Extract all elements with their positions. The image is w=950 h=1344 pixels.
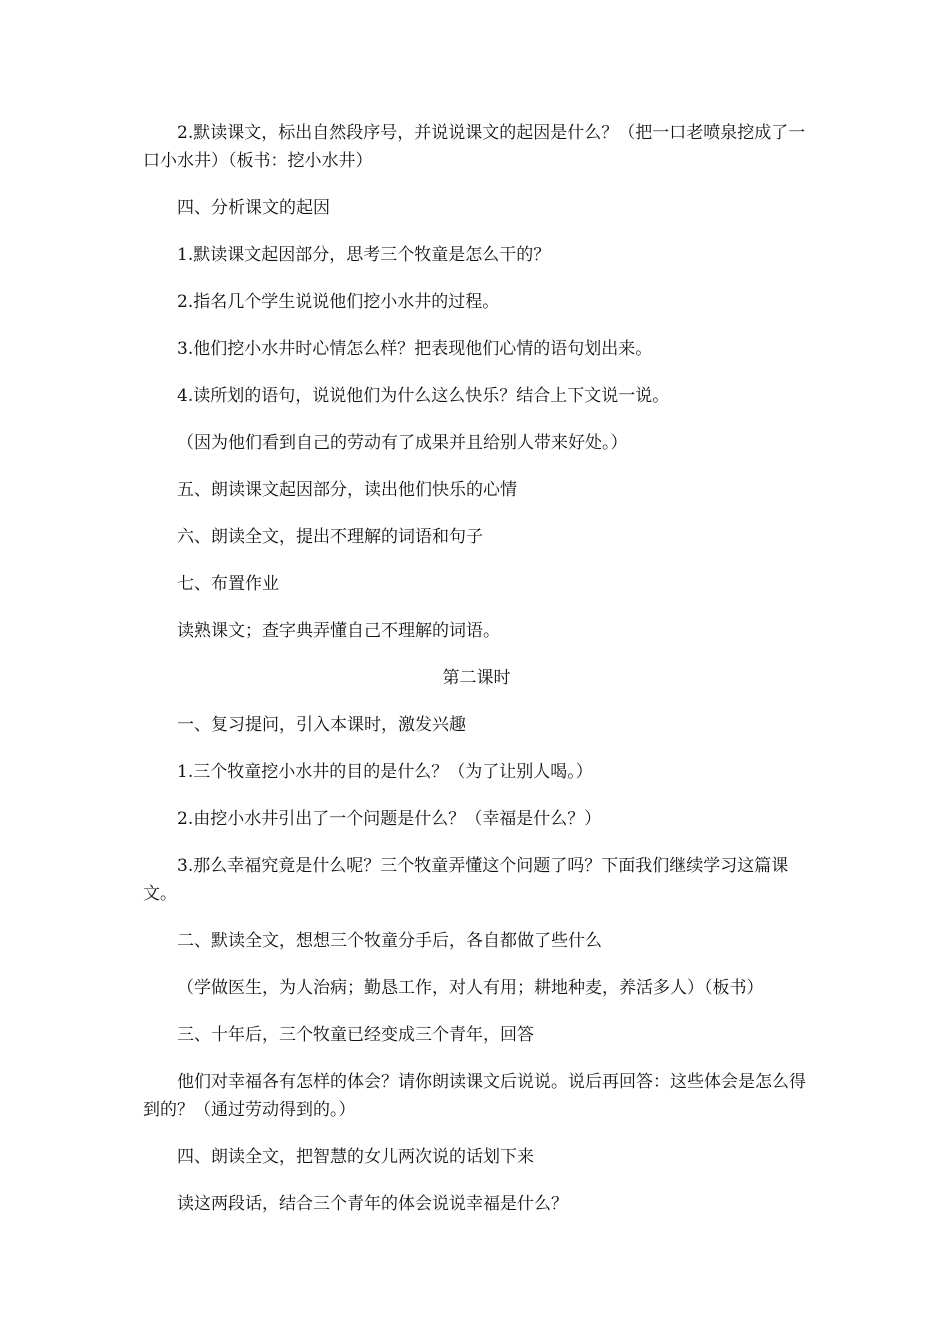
paragraph-experience-question: 他们对幸福各有怎样的体会？请你朗读课文后说说。说后再回答：这些体会是怎么得到的？（通过劳动得到的。） <box>143 1072 806 1120</box>
section-heading-6: 六、朗读全文，提出不理解的词语和句子 <box>177 527 483 547</box>
paragraph-item-2: 2.指名几个学生说说他们挖小水井的过程。 <box>177 292 500 312</box>
paragraph-item-3: 3.他们挖小水井时心情怎么样？把表现他们心情的语句划出来。 <box>177 339 653 359</box>
section-heading-2: 二、默读全文，想想三个牧童分手后，各自都做了些什么 <box>177 931 602 951</box>
paragraph-question-3: 3.那么幸福究竟是什么呢？三个牧童弄懂这个问题了吗？下面我们继续学习这篇课文。 <box>143 856 789 904</box>
paragraph-final-question: 读这两段话，结合三个青年的体会说说幸福是什么？ <box>177 1194 568 1214</box>
section-heading-1: 一、复习提问，引入本课时，激发兴趣 <box>177 715 466 735</box>
section-heading-5: 五、朗读课文起因部分，读出他们快乐的心情 <box>177 480 517 500</box>
lesson-title-second-period: 第二课时 <box>442 668 511 688</box>
paragraph-answer-note: （因为他们看到自己的劳动有了成果并且给别人带来好处。） <box>177 433 628 453</box>
paragraph-blackboard-note: （学做医生，为人治病；勤恳工作，对人有用；耕地种麦，养活多人）（板书） <box>177 978 764 998</box>
paragraph-homework: 读熟课文；查字典弄懂自己不理解的词语。 <box>177 621 500 641</box>
paragraph-question-1: 1.三个牧童挖小水井的目的是什么？（为了让别人喝。） <box>177 762 593 782</box>
paragraph-item-4: 4.读所划的语句，说说他们为什么这么快乐？结合上下文说一说。 <box>177 386 670 406</box>
section-heading-4: 四、分析课文的起因 <box>177 198 330 218</box>
paragraph-item-1: 1.默读课文起因部分，思考三个牧童是怎么干的？ <box>177 245 551 265</box>
section-heading-4-second: 四、朗读全文，把智慧的女儿两次说的话划下来 <box>177 1147 534 1167</box>
paragraph-step-2-read-silently: 2.默读课文，标出自然段序号，并说说课文的起因是什么？（把一口老喷泉挖成了一口小水井）（板书：挖小水井） <box>143 123 806 171</box>
paragraph-question-2: 2.由挖小水井引出了一个问题是什么？（幸福是什么？） <box>177 809 602 829</box>
section-heading-3: 三、十年后，三个牧童已经变成三个青年，回答 <box>177 1025 534 1045</box>
document-body <box>143 119 810 1237</box>
section-heading-7: 七、布置作业 <box>177 574 279 594</box>
